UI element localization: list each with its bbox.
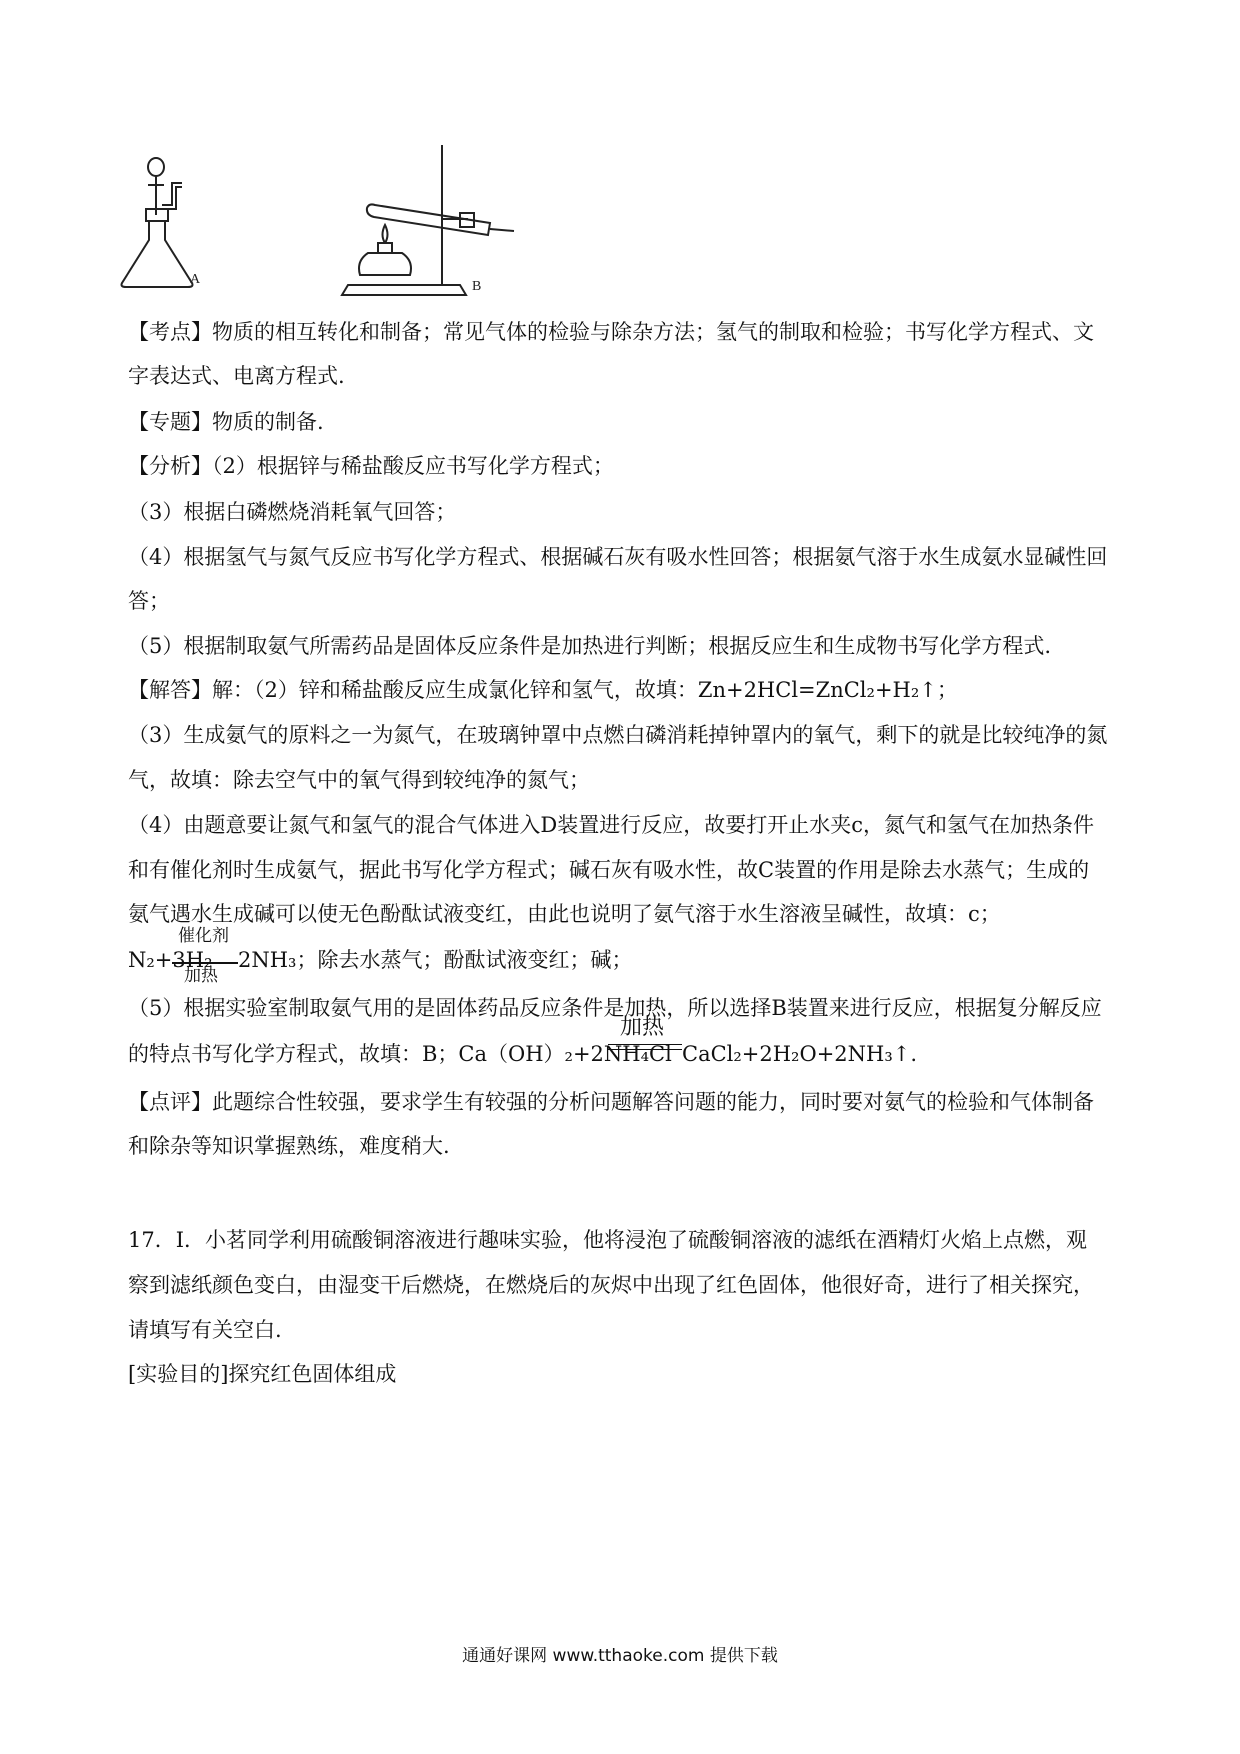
- apparatus-b-stand: [342, 145, 514, 295]
- text-line: 【点评】此题综合性较强，要求学生有较强的分析问题解答问题的能力，同时要对氨气的检验和气体制备: [128, 1090, 1094, 1114]
- text-line: （4）由题意要让氮气和氢气的混合气体进入D装置进行反应，故要打开止水夹c，氮气和氢气在加热条件: [128, 813, 1094, 837]
- eq1-condition-top: 催化剂: [178, 926, 229, 946]
- apparatus-figure: [120, 145, 550, 320]
- eq2-arrow-bar-2: [608, 1049, 682, 1050]
- text-line: 察到滤纸颜色变白，由湿变干后燃烧，在燃烧后的灰烬中出现了红色固体，他很好奇，进行了相关探究，: [128, 1273, 1094, 1297]
- figure-label-b: B: [472, 279, 482, 294]
- text-line: （5）根据实验室制取氨气用的是固体药品反应条件是加热，所以选择B装置来进行反应，根据复分解反应: [128, 996, 1102, 1020]
- eq1-arrow-bar: [172, 962, 238, 964]
- text-line: （3）生成氨气的原料之一为氮气，在玻璃钟罩中点燃白磷消耗掉钟罩内的氧气，剩下的就是比较纯净的氮: [128, 723, 1108, 747]
- apparatus-a-flask: [122, 158, 193, 287]
- page-footer: 通通好课网 www.tthaoke.com 提供下载: [462, 1646, 778, 1666]
- text-line: （3）根据白磷燃烧消耗氧气回答；: [128, 500, 457, 524]
- text-line: 请填写有关空白.: [128, 1318, 282, 1342]
- text-line: 【解答】解：（2）锌和稀盐酸反应生成氯化锌和氢气，故填：Zn+2HCl=ZnCl₂+H₂↑；: [128, 678, 958, 702]
- text-line: 气，故填：除去空气中的氧气得到较纯净的氮气；: [128, 768, 590, 792]
- text-line: [实验目的]探究红色固体组成: [128, 1362, 397, 1386]
- text-line: 【专题】物质的制备.: [128, 410, 324, 434]
- eq1-right: 2NH₃；除去水蒸气；酚酞试液变红；碱；: [238, 948, 633, 972]
- text-line: 氨气遇水生成碱可以使无色酚酞试液变红，由此也说明了氨气溶于水生溶液呈碱性，故填：c；: [128, 902, 1001, 926]
- figure-label-a: A: [190, 272, 201, 287]
- eq2-right: CaCl₂+2H₂O+2NH₃↑.: [682, 1042, 918, 1066]
- eq1-left: N₂+3H₂: [128, 948, 213, 972]
- eq2-arrow-bar-1: [608, 1044, 682, 1045]
- text-line: （5）根据制取氨气所需药品是固体反应条件是加热进行判断；根据反应生和生成物书写化学方程式.: [128, 634, 1052, 658]
- text-line: （4）根据氢气与氮气反应书写化学方程式、根据碱石灰有吸水性回答；根据氨气溶于水生成氨水显碱性回: [128, 545, 1108, 569]
- eq1-condition-bottom: 加热: [184, 966, 218, 986]
- text-line: 答；: [128, 589, 170, 613]
- text-line: 17．Ⅰ．小茗同学利用硫酸铜溶液进行趣味实验，他将浸泡了硫酸铜溶液的滤纸在酒精灯火焰上点燃，观: [128, 1228, 1088, 1252]
- text-line: 【考点】物质的相互转化和制备；常见气体的检验与除杂方法；氢气的制取和检验；书写化学方程式、文: [128, 320, 1094, 344]
- text-line: 【分析】（2）根据锌与稀盐酸反应书写化学方程式；: [128, 454, 614, 478]
- eq2-left: 的特点书写化学方程式，故填：B；Ca（OH）₂+2NH₄Cl: [128, 1042, 672, 1066]
- text-line: 和除杂等知识掌握熟练，难度稍大.: [128, 1134, 450, 1158]
- text-line: 字表达式、电离方程式.: [128, 364, 345, 388]
- text-line: 和有催化剂时生成氨气，据此书写化学方程式；碱石灰有吸水性，故C装置的作用是除去水蒸气；生成的: [128, 858, 1090, 882]
- eq2-condition-top: 加热: [620, 1015, 665, 1040]
